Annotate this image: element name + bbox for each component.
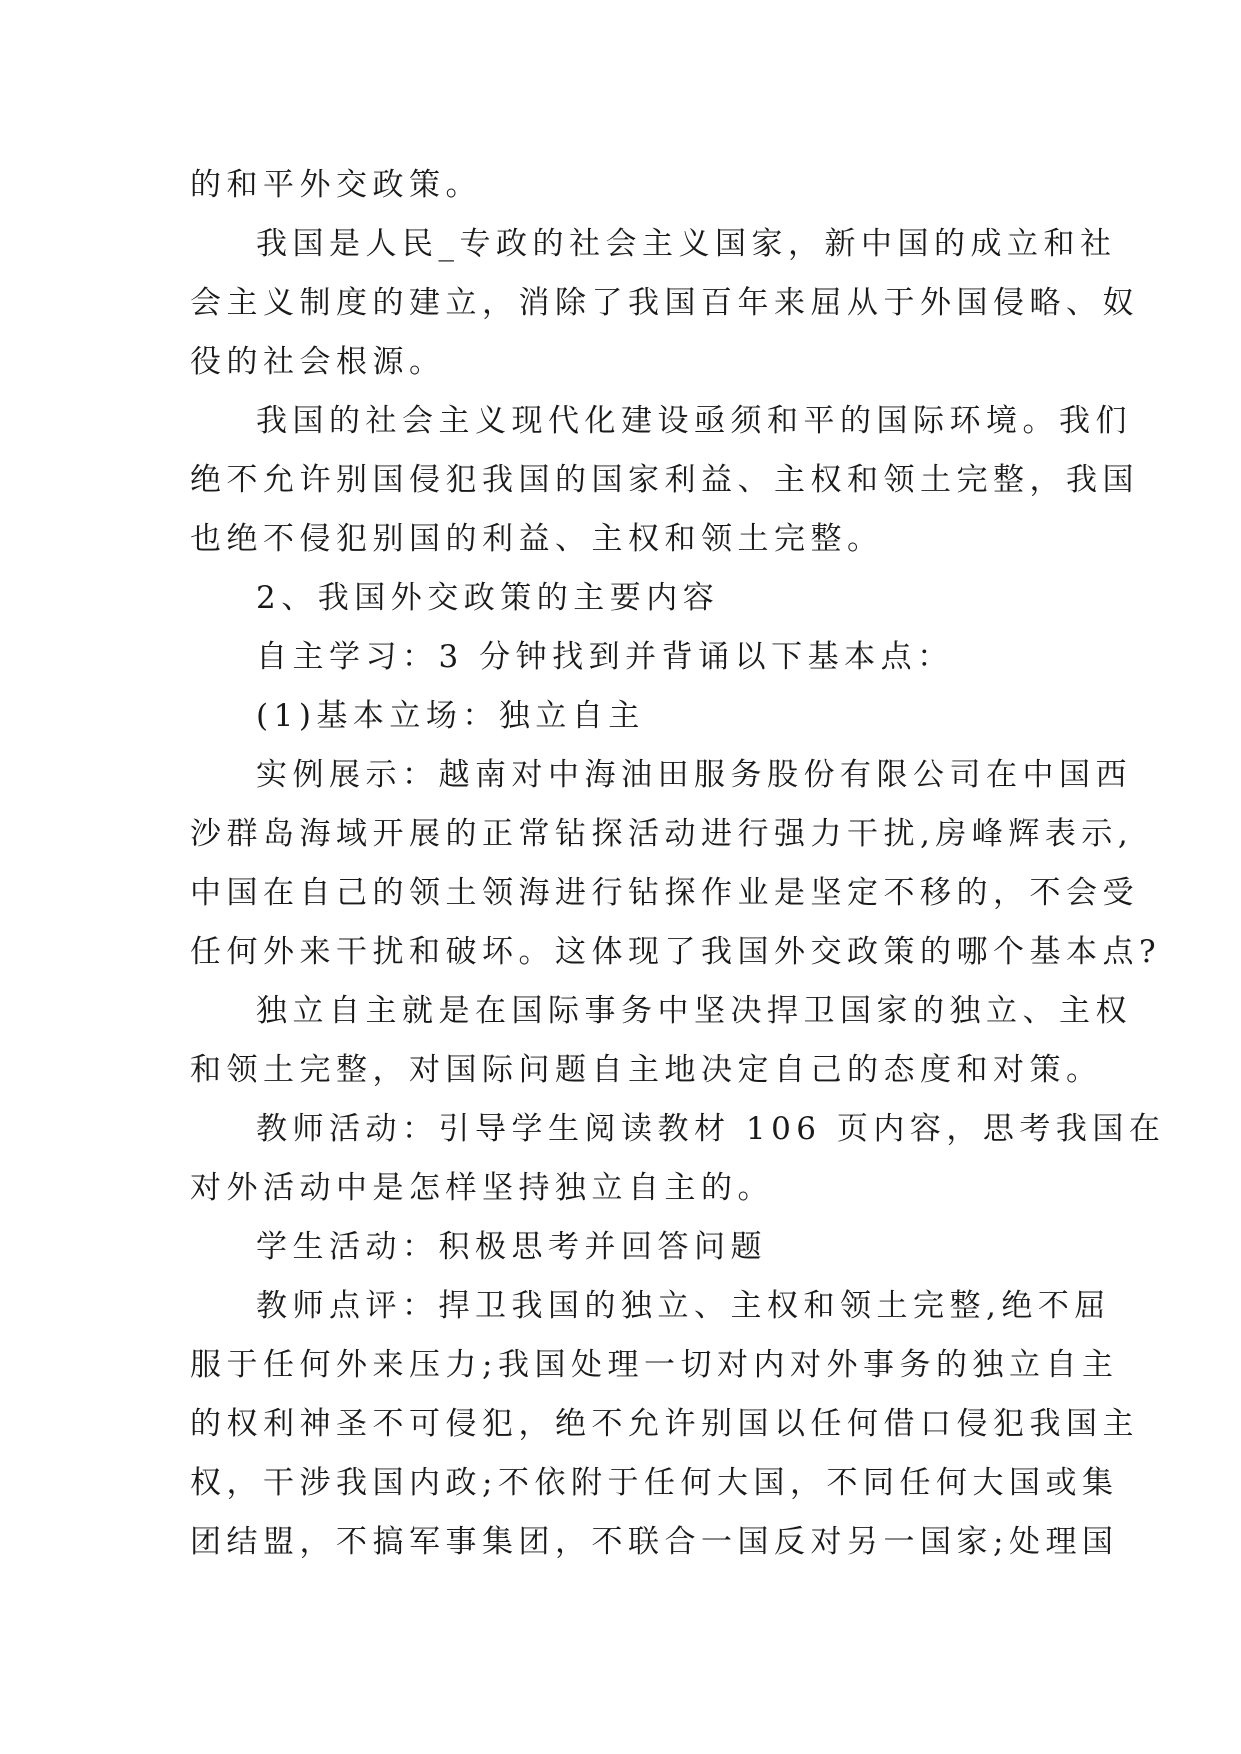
subheading: (1)基本立场：独立自主 [256,698,645,734]
text-line: 沙群岛海域开展的正常钻探活动进行强力干扰,房峰辉表示, [190,816,1134,852]
paragraph-start-line: 我国是人民_专政的社会主义国家，新中国的成立和社 [256,226,1117,262]
text-line: 权，干涉我国内政;不依附于任何大国，不同任何大国或集 [190,1465,1119,1501]
paragraph-start-line: 我国的社会主义现代化建设亟须和平的国际环境。我们 [256,403,1132,439]
text-line: 的和平外交政策。 [190,167,482,203]
text-line: 团结盟，不搞军事集团，不联合一国反对另一国家;处理国 [190,1524,1119,1560]
text-line: 服于任何外来压力;我国处理一切对内对外事务的独立自主 [190,1347,1119,1383]
text-line: 的权利神圣不可侵犯，绝不允许别国以任何借口侵犯我国主 [190,1406,1139,1442]
text-line: 和领土完整，对国际问题自主地决定自己的态度和对策。 [190,1052,1103,1088]
paragraph-start-line: 学生活动：积极思考并回答问题 [256,1229,767,1265]
paragraph-start-line: 实例展示：越南对中海油田服务股份有限公司在中国西 [256,757,1132,793]
text-line: 对外活动中是怎样坚持独立自主的。 [190,1170,774,1206]
paragraph-start-line: 自主学习：3 分钟找到并背诵以下基本点： [256,639,954,675]
text-line: 会主义制度的建立，消除了我国百年来屈从于外国侵略、奴 [190,285,1139,321]
section-heading: 2、我国外交政策的主要内容 [256,580,720,616]
text-line: 也绝不侵犯别国的利益、主权和领土完整。 [190,521,884,557]
paragraph-start-line: 教师活动：引导学生阅读教材 106 页内容，思考我国在 [256,1111,1166,1147]
text-line: 役的社会根源。 [190,344,446,380]
text-line: 中国在自己的领土领海进行钻探作业是坚定不移的，不会受 [190,875,1139,911]
text-line: 绝不允许别国侵犯我国的国家利益、主权和领土完整，我国 [190,462,1139,498]
text-line: 任何外来干扰和破坏。这体现了我国外交政策的哪个基本点? [190,934,1162,970]
paragraph-start-line: 独立自主就是在国际事务中坚决捍卫国家的独立、主权 [256,993,1132,1029]
paragraph-start-line: 教师点评：捍卫我国的独立、主权和领土完整,绝不屈 [256,1288,1111,1324]
